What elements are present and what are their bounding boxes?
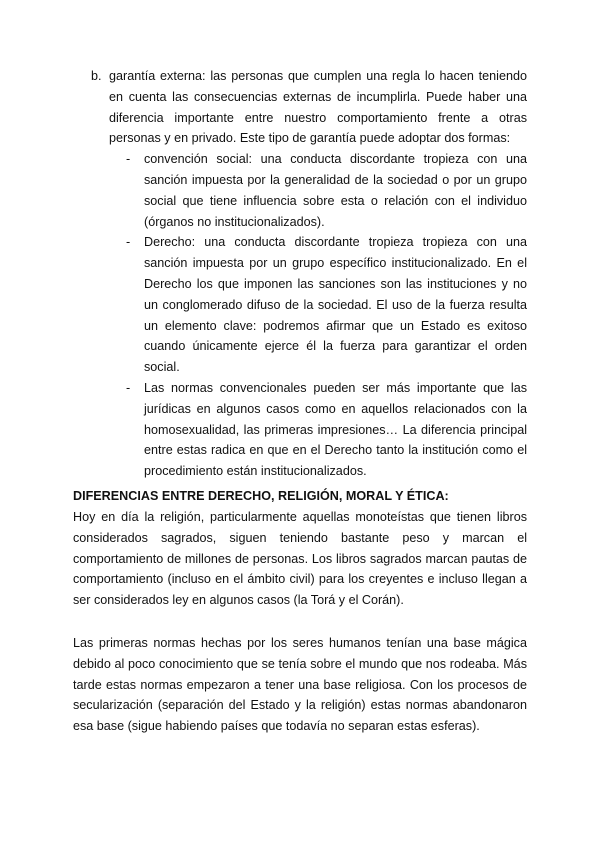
list-item-b — [91, 66, 527, 482]
section-heading: DIFERENCIAS ENTRE DERECHO, RELIGIÓN, MORAL Y ÉTICA: — [73, 489, 449, 503]
paragraph-primeras-normas: Las primeras normas hechas por los seres humanos tenían una base mágica debido al poco conocimiento que se tenía sobre el mundo que nos rodeaba. Más tarde estas normas empezaron a tener una base religiosa. Con los procesos de secularización (separación del Estado y la religión) estas normas abandonaron esa base (sigue habiendo países que todavía no separan estas esferas). — [73, 636, 527, 734]
sublist-dash: - — [126, 152, 131, 167]
list-item-b-text: garantía externa: las personas que cumplen una regla lo hacen teniendo en cuenta las consecuencias externas de incumplirla. Puede haber una diferencia importante entre nuestro comportamiento frente a otras personas y en privado. Este tipo de garantía puede adoptar dos formas: — [109, 69, 527, 146]
sublist-item-derecho — [109, 232, 527, 378]
paragraph-religion: Hoy en día la religión, particularmente aquellas monoteístas que tienen libros considerados sagrados, siguen teniendo bastante peso y marcan el comportamiento de millones de personas. Los libros sagrados marcan pautas de comportamiento (incluso en el ámbito civil) para los creyentes e incluso llegan a ser considerados ley en algunos casos (la Torá y el Corán). — [73, 510, 527, 608]
list-item-b-body — [109, 66, 527, 482]
sublist-dash: - — [126, 380, 131, 395]
sublist-item-text: convención social: una conducta discordante tropieza con una sanción impuesta por la generalidad de la sociedad o por un grupo social que tiene influencia sobre esta o relación con el individuo (órganos no institucionalizados). — [144, 152, 527, 229]
sublist-item-convencion-social — [109, 149, 527, 232]
sublist-item-text: Las normas convencionales pueden ser más importante que las jurídicas en algunos casos como en aquellos relacionados con la homosexualidad, las primeras impresiones… La diferencia principal entre estas radica en que en el Derecho tanto la institución como el procedimiento están institucionalizados. — [144, 380, 527, 479]
sublist-item-text: Derecho: una conducta discordante tropieza tropieza con una sanción impuesta por un grupo específico institucionalizado. En el Derecho los que imponen las sanciones son las instituciones y no un conglomerado difuso de la sociedad. El uso de la fuerza resulta un elemento clave: podremos afirmar que un Estado es exitoso cuando únicamente ejerce él la fuerza para garantizar el orden social. — [144, 235, 527, 375]
sublist — [109, 149, 527, 482]
sublist-dash: - — [126, 235, 131, 250]
sublist-item-normas-convencionales — [109, 378, 527, 482]
list-marker-b: b. — [91, 69, 102, 83]
